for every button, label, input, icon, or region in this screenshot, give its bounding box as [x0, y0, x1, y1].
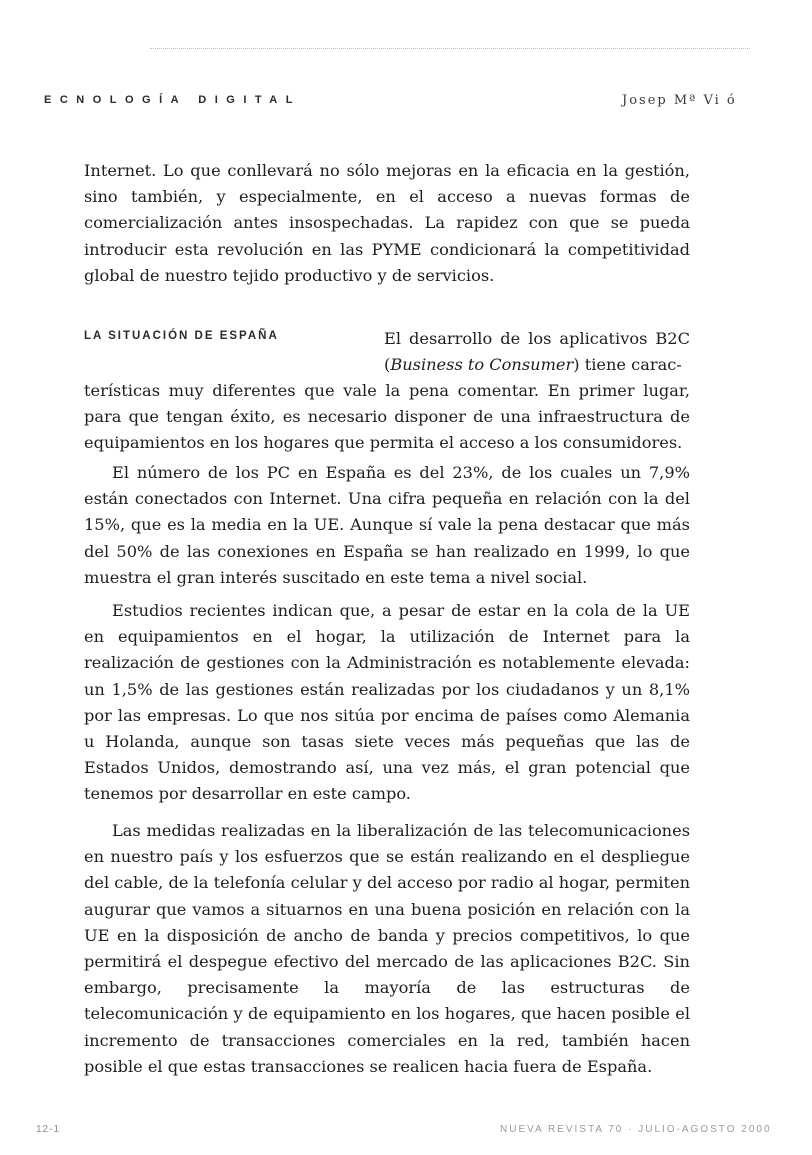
section-opening-b: ) tiene carac-: [573, 355, 682, 375]
paragraph-1: Internet. Lo que conllevará no sólo mejoras en la eficacia en la gestión, sino también, y especialmente, en el acceso a nuevas formas de comercialización antes insospechadas. La rapidez con que se pueda introducir esta revolución en las PYME condicionará la competitividad global de nuestro tejido productivo y de servicios.: [84, 161, 690, 285]
paragraph-4: Estudios recientes indican que, a pesar de estar en la cola de la UE en equipamientos en el hogar, la utilización de Internet para la realización de gestiones con la Administración es notablemente elevada: un 1,5% de las gestiones están realizadas por los ciudadanos y un 8,1% por las empresas. Lo que nos sitúa por encima de países como Alemania u Holanda, aunque son tasas siete veces más pequeñas que las de Estados Unidos, demostrando así, una vez más, el gran potencial que tenemos por desarrollar en este campo.: [84, 601, 690, 804]
running-head-section: ECNOLOGÍA DIGITAL: [44, 94, 301, 106]
section-opening-italic: Business to Consumer: [390, 355, 574, 375]
paragraph-3: El número de los PC en España es del 23%, de los cuales un 7,9% están conectados con Internet. Una cifra pequeña en relación con la del 15%, que es la media en la UE. Aunque sí vale la pena destacar que más del 50% de las conexiones en España se han realizado en 1999, lo que muestra el gran interés suscitado en este tema a nivel social.: [84, 463, 690, 587]
paragraph-5: Las medidas realizadas en la liberalización de las telecomunicaciones en nuestro país y los esfuerzos que se están realizando en el despliegue del cable, de la telefonía celular y del acceso por radio al hogar, permiten augurar que vamos a situarnos en una buena posición en relación con la UE en la disposición de ancho de banda y precios competitivos, lo que permitirá el despegue efectivo del mercado de las aplicaciones B2C. Sin embargo, precisamente la mayoría de las estructuras de telecomunicación y de equipamiento en los hogares, que hacen posible el incremento de transacciones comerciales en la red, también hacen posible el que estas transacciones se realicen hacia fuera de España.: [84, 821, 690, 1076]
paragraph-2: terísticas muy diferentes que vale la pena comentar. En primer lugar, para que tengan éxito, es necesario disponer de una infraestructura de equipamientos en los hogares que permita el acceso a los consumidores.: [84, 381, 690, 453]
section-opening-a: El desarrollo de los aplicativos B2C (: [384, 329, 690, 375]
footer-page-number: 12-1: [36, 1124, 61, 1135]
scan-artifact-dots: [150, 48, 750, 53]
section-opening-text: [384, 326, 690, 378]
section-heading: LA SITUACIÓN DE ESPAÑA: [84, 330, 279, 342]
running-head-author: Josep Mª Vi ó: [622, 93, 737, 108]
footer-publication: NUEVA REVISTA 70 · JULIO-AGOSTO 2000: [500, 1124, 772, 1135]
